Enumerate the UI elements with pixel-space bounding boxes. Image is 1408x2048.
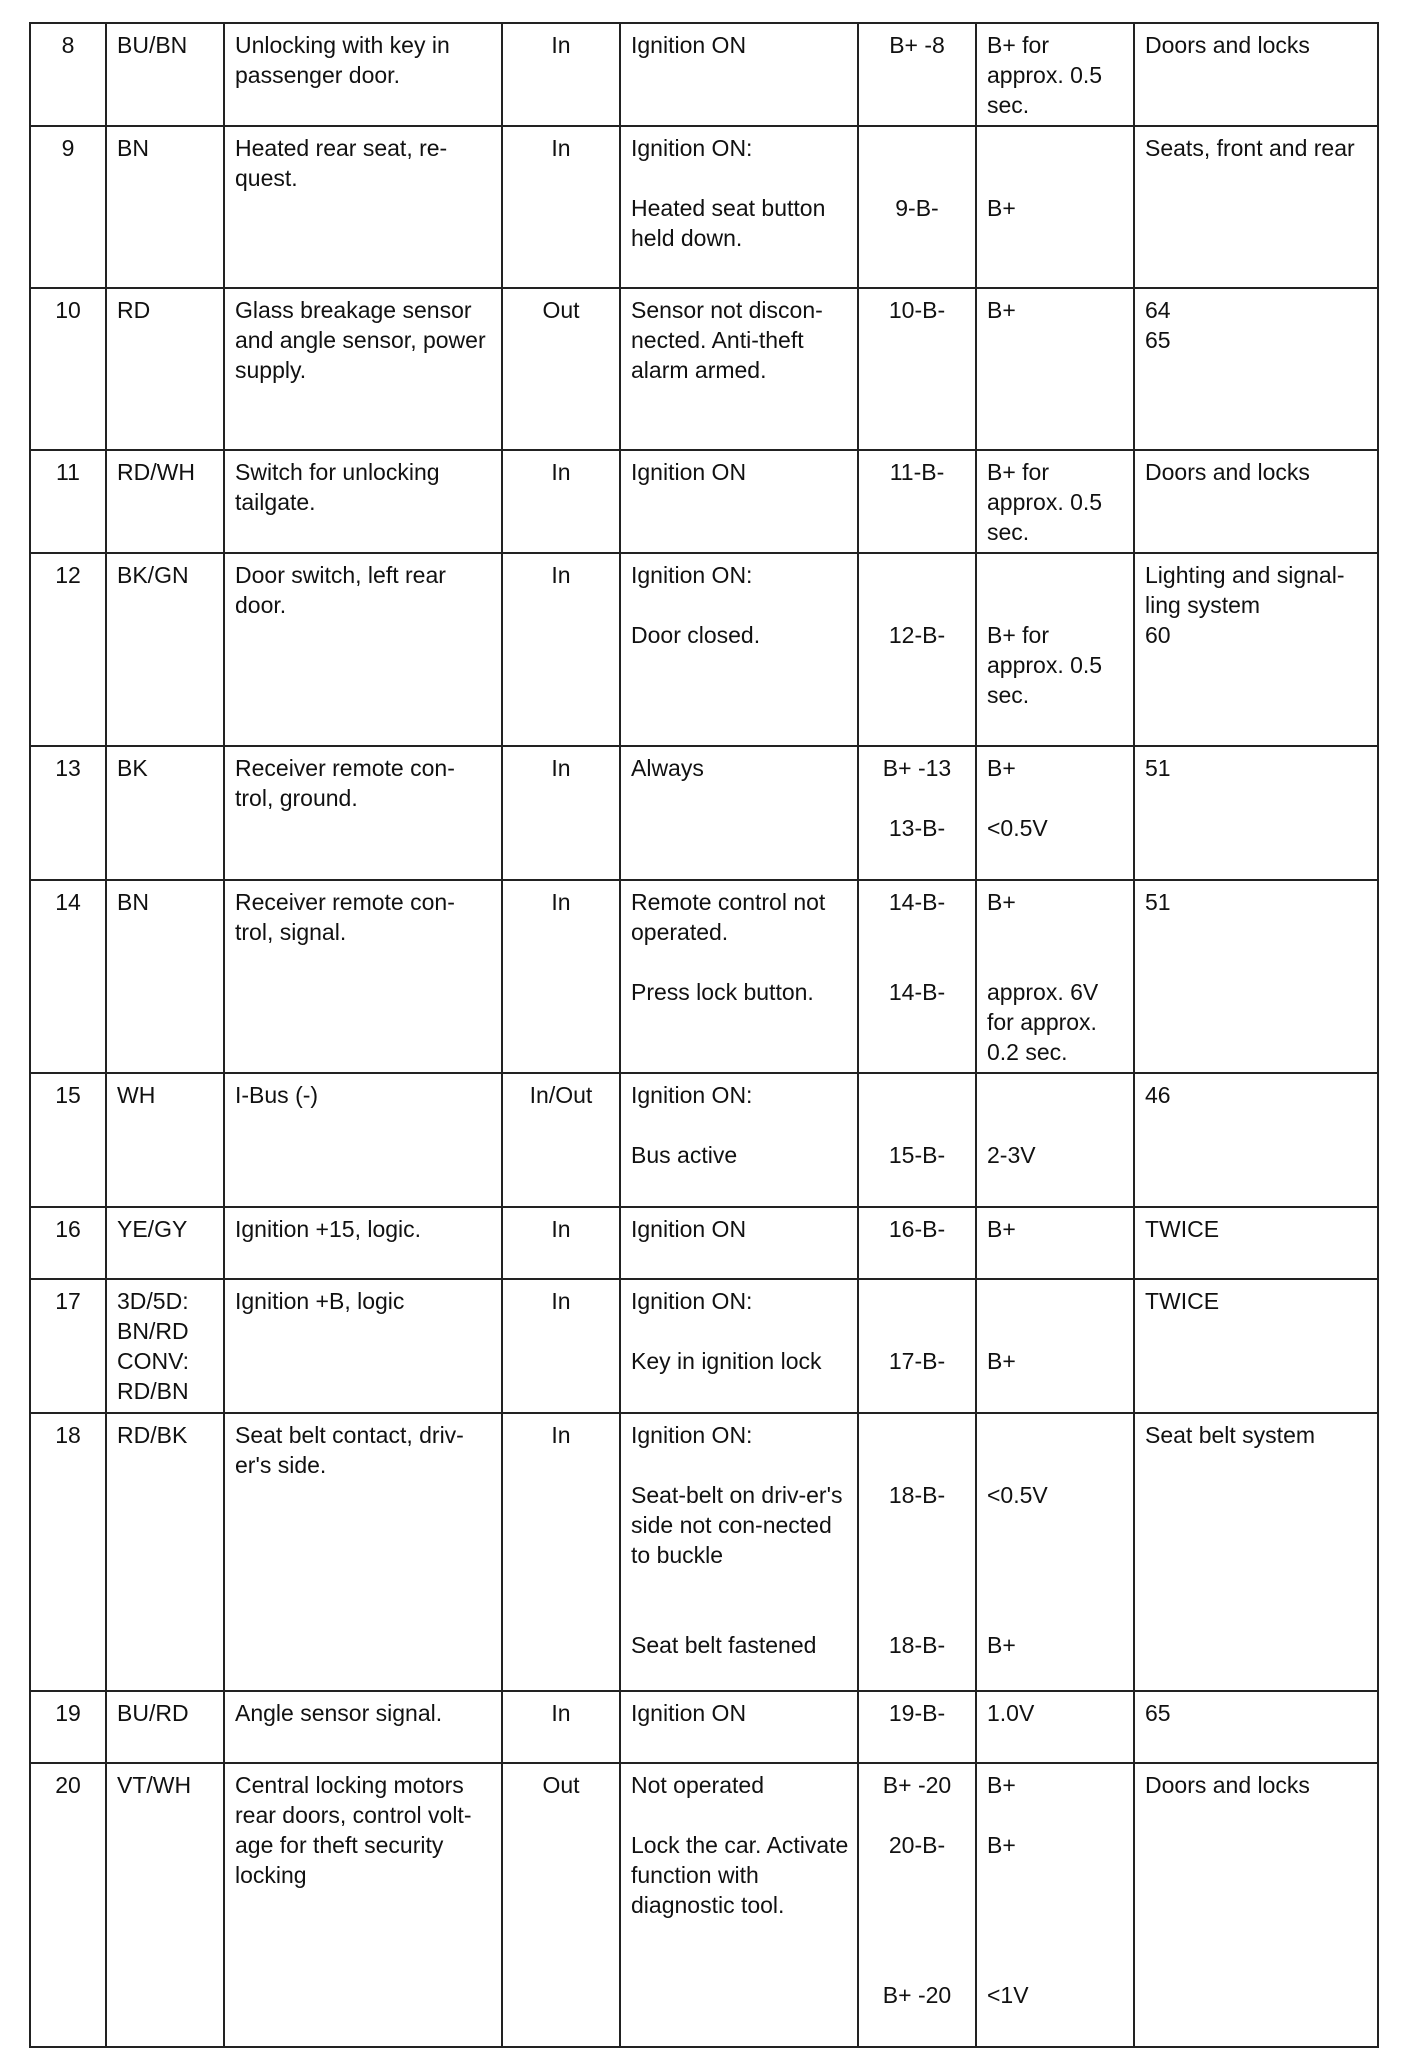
condition-text: Remote control not operated. xyxy=(631,889,826,945)
signal-direction: In xyxy=(502,450,620,553)
value-text: B+ xyxy=(987,1632,1016,1658)
condition-text: Seat belt fastened xyxy=(631,1632,817,1658)
reference xyxy=(1134,23,1378,126)
value-text xyxy=(987,1286,1127,1316)
reference xyxy=(1134,746,1378,880)
signal-direction: Out xyxy=(502,1763,620,2047)
value-text: B+ xyxy=(987,1832,1016,1858)
pin-number: 15 xyxy=(30,1073,106,1207)
reference xyxy=(1134,1413,1378,1691)
value-text xyxy=(987,560,1127,590)
value-text: B+ xyxy=(987,1348,1016,1374)
condition-text: Ignition ON: xyxy=(631,135,753,161)
measure-text xyxy=(859,560,975,590)
value-text: <0.5V xyxy=(987,1482,1048,1508)
wire-color-line: BU/BN xyxy=(117,32,188,58)
pin-description: Receiver remote con-trol, ground. xyxy=(224,746,502,880)
measure-points xyxy=(858,880,976,1073)
pin-description: Switch for unlocking tailgate. xyxy=(224,450,502,553)
pin-number: 13 xyxy=(30,746,106,880)
table-row xyxy=(30,288,1378,450)
pin-description: Unlocking with key in passenger door. xyxy=(224,23,502,126)
wire-color-line: 3D/5D: xyxy=(117,1288,189,1314)
signal-direction: In xyxy=(502,23,620,126)
test-condition xyxy=(620,1207,858,1279)
measure-points xyxy=(858,1073,976,1207)
signal-direction: In xyxy=(502,1279,620,1413)
condition-text: Heated seat button held down. xyxy=(631,195,826,251)
nominal-value xyxy=(976,450,1134,553)
value-text: 2-3V xyxy=(987,1142,1036,1168)
measure-points xyxy=(858,1413,976,1691)
value-text: B+ for approx. 0.5 sec. xyxy=(987,622,1103,708)
pin-number: 14 xyxy=(30,880,106,1073)
measure-text: 20-B- xyxy=(888,1832,946,1858)
measure-text: 19-B- xyxy=(888,1700,946,1726)
reference xyxy=(1134,880,1378,1073)
pin-description: Angle sensor signal. xyxy=(224,1691,502,1763)
condition-text: Key in ignition lock xyxy=(631,1348,822,1374)
value-text: B+ xyxy=(987,889,1016,915)
condition-text: Ignition ON: xyxy=(631,1422,753,1448)
condition-text xyxy=(631,1980,849,2010)
pin-description: I-Bus (-) xyxy=(224,1073,502,1207)
measure-text: B+ -13 xyxy=(882,755,952,781)
wire-color-line: RD xyxy=(117,297,151,323)
reference-line: 51 xyxy=(1145,889,1171,915)
condition-text: Door closed. xyxy=(631,622,761,648)
test-condition xyxy=(620,1073,858,1207)
signal-direction: In xyxy=(502,1207,620,1279)
pin-description: Ignition +15, logic. xyxy=(224,1207,502,1279)
reference xyxy=(1134,450,1378,553)
reference-line: Seat belt system xyxy=(1145,1422,1316,1448)
condition-text xyxy=(631,813,849,843)
table-row xyxy=(30,1279,1378,1413)
reference xyxy=(1134,1073,1378,1207)
test-condition xyxy=(620,126,858,288)
measure-text: 11-B- xyxy=(889,459,945,485)
measure-text xyxy=(859,1080,975,1110)
wire-color xyxy=(106,1073,224,1207)
measure-text: 15-B- xyxy=(888,1142,946,1168)
reference-line: Seats, front and rear xyxy=(1145,135,1355,161)
nominal-value xyxy=(976,1073,1134,1207)
nominal-value xyxy=(976,1207,1134,1279)
measure-points xyxy=(858,288,976,450)
wire-color xyxy=(106,1279,224,1413)
measure-text: 10-B- xyxy=(888,297,946,323)
value-text: B+ xyxy=(987,1216,1016,1242)
measure-text: B+ -8 xyxy=(889,32,945,58)
pin-number: 17 xyxy=(30,1279,106,1413)
wire-color-line: CONV: xyxy=(117,1348,189,1374)
value-text: B+ xyxy=(987,1772,1016,1798)
reference-line: 60 xyxy=(1145,622,1171,648)
test-condition xyxy=(620,880,858,1073)
value-text: B+ xyxy=(987,195,1016,221)
reference xyxy=(1134,126,1378,288)
nominal-value xyxy=(976,288,1134,450)
reference-line: 65 xyxy=(1145,327,1171,353)
measure-text: 13-B- xyxy=(888,815,946,841)
signal-direction: In xyxy=(502,126,620,288)
wire-color-line: BN xyxy=(117,889,149,915)
nominal-value xyxy=(976,23,1134,126)
measure-points xyxy=(858,450,976,553)
measure-text: B+ -20 xyxy=(882,1772,952,1798)
pin-number: 11 xyxy=(30,450,106,553)
reference-line: TWICE xyxy=(1145,1288,1220,1314)
reference-line: Doors and locks xyxy=(1145,32,1310,58)
nominal-value xyxy=(976,126,1134,288)
measure-text: 14-B- xyxy=(888,889,946,915)
measure-text: 16-B- xyxy=(888,1216,946,1242)
condition-text: Ignition ON xyxy=(631,1216,747,1242)
signal-direction: In xyxy=(502,1413,620,1691)
test-condition xyxy=(620,288,858,450)
test-condition xyxy=(620,1691,858,1763)
wire-color xyxy=(106,126,224,288)
condition-text: Sensor not discon-nected. Anti-theft alarm armed. xyxy=(631,297,823,383)
wire-color xyxy=(106,880,224,1073)
measure-text: B+ -20 xyxy=(882,1982,952,2008)
reference-line: Doors and locks xyxy=(1145,459,1310,485)
wire-color xyxy=(106,288,224,450)
wire-color xyxy=(106,1207,224,1279)
pin-number: 18 xyxy=(30,1413,106,1691)
value-text xyxy=(987,1420,1127,1450)
wire-color xyxy=(106,1691,224,1763)
reference xyxy=(1134,1207,1378,1279)
reference-line: Lighting and signal-ling system xyxy=(1145,562,1345,618)
pin-number: 10 xyxy=(30,288,106,450)
condition-text: Ignition ON: xyxy=(631,1082,753,1108)
reference xyxy=(1134,1763,1378,2047)
table-row xyxy=(30,1413,1378,1691)
condition-text: Seat-belt on driv-er's side not con-nected to buckle xyxy=(631,1482,843,1568)
pin-description: Ignition +B, logic xyxy=(224,1279,502,1413)
measure-text: 9-B- xyxy=(895,195,939,221)
wire-color xyxy=(106,450,224,553)
wire-color xyxy=(106,23,224,126)
signal-direction: In/Out xyxy=(502,1073,620,1207)
test-condition xyxy=(620,23,858,126)
pin-description: Seat belt contact, driv-er's side. xyxy=(224,1413,502,1691)
reference-line: TWICE xyxy=(1145,1216,1220,1242)
pin-description: Central locking motors rear doors, control volt-age for theft security locking xyxy=(224,1763,502,2047)
signal-direction: In xyxy=(502,1691,620,1763)
table-row xyxy=(30,23,1378,126)
wire-color-line: BK xyxy=(117,755,148,781)
reference xyxy=(1134,288,1378,450)
value-text: 1.0V xyxy=(987,1700,1035,1726)
value-text: <1V xyxy=(987,1982,1029,2008)
condition-text: Bus active xyxy=(631,1142,738,1168)
table-row xyxy=(30,126,1378,288)
pin-number: 16 xyxy=(30,1207,106,1279)
reference-line: 46 xyxy=(1145,1082,1171,1108)
wire-color-line: VT/WH xyxy=(117,1772,192,1798)
pin-number: 12 xyxy=(30,553,106,746)
nominal-value xyxy=(976,746,1134,880)
wire-color xyxy=(106,1763,224,2047)
signal-direction: In xyxy=(502,746,620,880)
value-text xyxy=(987,133,1127,163)
test-condition xyxy=(620,746,858,880)
pin-description: Glass breakage sensor and angle sensor, power supply. xyxy=(224,288,502,450)
wire-color-line: BK/GN xyxy=(117,562,189,588)
test-condition xyxy=(620,553,858,746)
measure-points xyxy=(858,1691,976,1763)
test-condition xyxy=(620,1763,858,2047)
reference-line: 65 xyxy=(1145,1700,1171,1726)
wire-color-line: BN xyxy=(117,135,149,161)
nominal-value xyxy=(976,1763,1134,2047)
pin-table xyxy=(29,22,1379,2048)
pin-number: 9 xyxy=(30,126,106,288)
nominal-value xyxy=(976,1413,1134,1691)
table-row xyxy=(30,1691,1378,1763)
pin-number: 20 xyxy=(30,1763,106,2047)
table-row xyxy=(30,880,1378,1073)
condition-text: Ignition ON xyxy=(631,1700,747,1726)
reference xyxy=(1134,553,1378,746)
wire-color xyxy=(106,746,224,880)
measure-points xyxy=(858,1279,976,1413)
value-text: approx. 6V for approx. 0.2 sec. xyxy=(987,979,1099,1065)
condition-text: Always xyxy=(631,755,704,781)
condition-text: Ignition ON xyxy=(631,459,747,485)
value-text: B+ for approx. 0.5 sec. xyxy=(987,32,1103,118)
pin-description: Receiver remote con-trol, signal. xyxy=(224,880,502,1073)
measure-text: 18-B- xyxy=(888,1632,946,1658)
wire-color-line: YE/GY xyxy=(117,1216,188,1242)
table-row xyxy=(30,553,1378,746)
pin-number: 8 xyxy=(30,23,106,126)
condition-text: Not operated xyxy=(631,1772,764,1798)
measure-text: 14-B- xyxy=(888,979,946,1005)
wire-color-line: BU/RD xyxy=(117,1700,189,1726)
nominal-value xyxy=(976,553,1134,746)
nominal-value xyxy=(976,880,1134,1073)
measure-points xyxy=(858,1207,976,1279)
wire-color-line: RD/BK xyxy=(117,1422,188,1448)
pin-description: Heated rear seat, re-quest. xyxy=(224,126,502,288)
wire-color xyxy=(106,1413,224,1691)
table-row xyxy=(30,1763,1378,2047)
reference xyxy=(1134,1691,1378,1763)
value-text: B+ xyxy=(987,297,1016,323)
measure-text xyxy=(859,1420,975,1450)
wire-color-line: RD/WH xyxy=(117,459,195,485)
nominal-value xyxy=(976,1279,1134,1413)
wire-color xyxy=(106,553,224,746)
test-condition xyxy=(620,450,858,553)
measure-text: 18-B- xyxy=(888,1482,946,1508)
condition-text: Lock the car. Activate function with diagnostic tool. xyxy=(631,1832,849,1918)
reference-line: Doors and locks xyxy=(1145,1772,1310,1798)
signal-direction: In xyxy=(502,880,620,1073)
table-row xyxy=(30,1207,1378,1279)
wire-color-line: WH xyxy=(117,1082,156,1108)
measure-points xyxy=(858,553,976,746)
wire-color-line: BN/RD xyxy=(117,1318,189,1344)
table-row xyxy=(30,746,1378,880)
pin-number: 19 xyxy=(30,1691,106,1763)
condition-text: Ignition ON xyxy=(631,32,747,58)
nominal-value xyxy=(976,1691,1134,1763)
condition-text: Press lock button. xyxy=(631,979,814,1005)
measure-text xyxy=(859,133,975,163)
measure-text xyxy=(859,1286,975,1316)
reference-line: 64 xyxy=(1145,297,1171,323)
signal-direction: In xyxy=(502,553,620,746)
measure-points xyxy=(858,126,976,288)
pin-table-body xyxy=(30,23,1378,2047)
measure-text: 17-B- xyxy=(888,1348,946,1374)
value-text: B+ for approx. 0.5 sec. xyxy=(987,459,1103,545)
signal-direction: Out xyxy=(502,288,620,450)
condition-text: Ignition ON: xyxy=(631,562,753,588)
measure-points xyxy=(858,746,976,880)
test-condition xyxy=(620,1413,858,1691)
value-text: B+ xyxy=(987,755,1016,781)
reference-line: 51 xyxy=(1145,755,1171,781)
table-row xyxy=(30,1073,1378,1207)
table-row xyxy=(30,450,1378,553)
reference xyxy=(1134,1279,1378,1413)
measure-points xyxy=(858,23,976,126)
test-condition xyxy=(620,1279,858,1413)
pin-description: Door switch, left rear door. xyxy=(224,553,502,746)
measure-points xyxy=(858,1763,976,2047)
value-text: <0.5V xyxy=(987,815,1048,841)
condition-text: Ignition ON: xyxy=(631,1288,753,1314)
wire-color-line: RD/BN xyxy=(117,1378,189,1404)
measure-text: 12-B- xyxy=(888,622,946,648)
value-text xyxy=(987,1080,1127,1110)
